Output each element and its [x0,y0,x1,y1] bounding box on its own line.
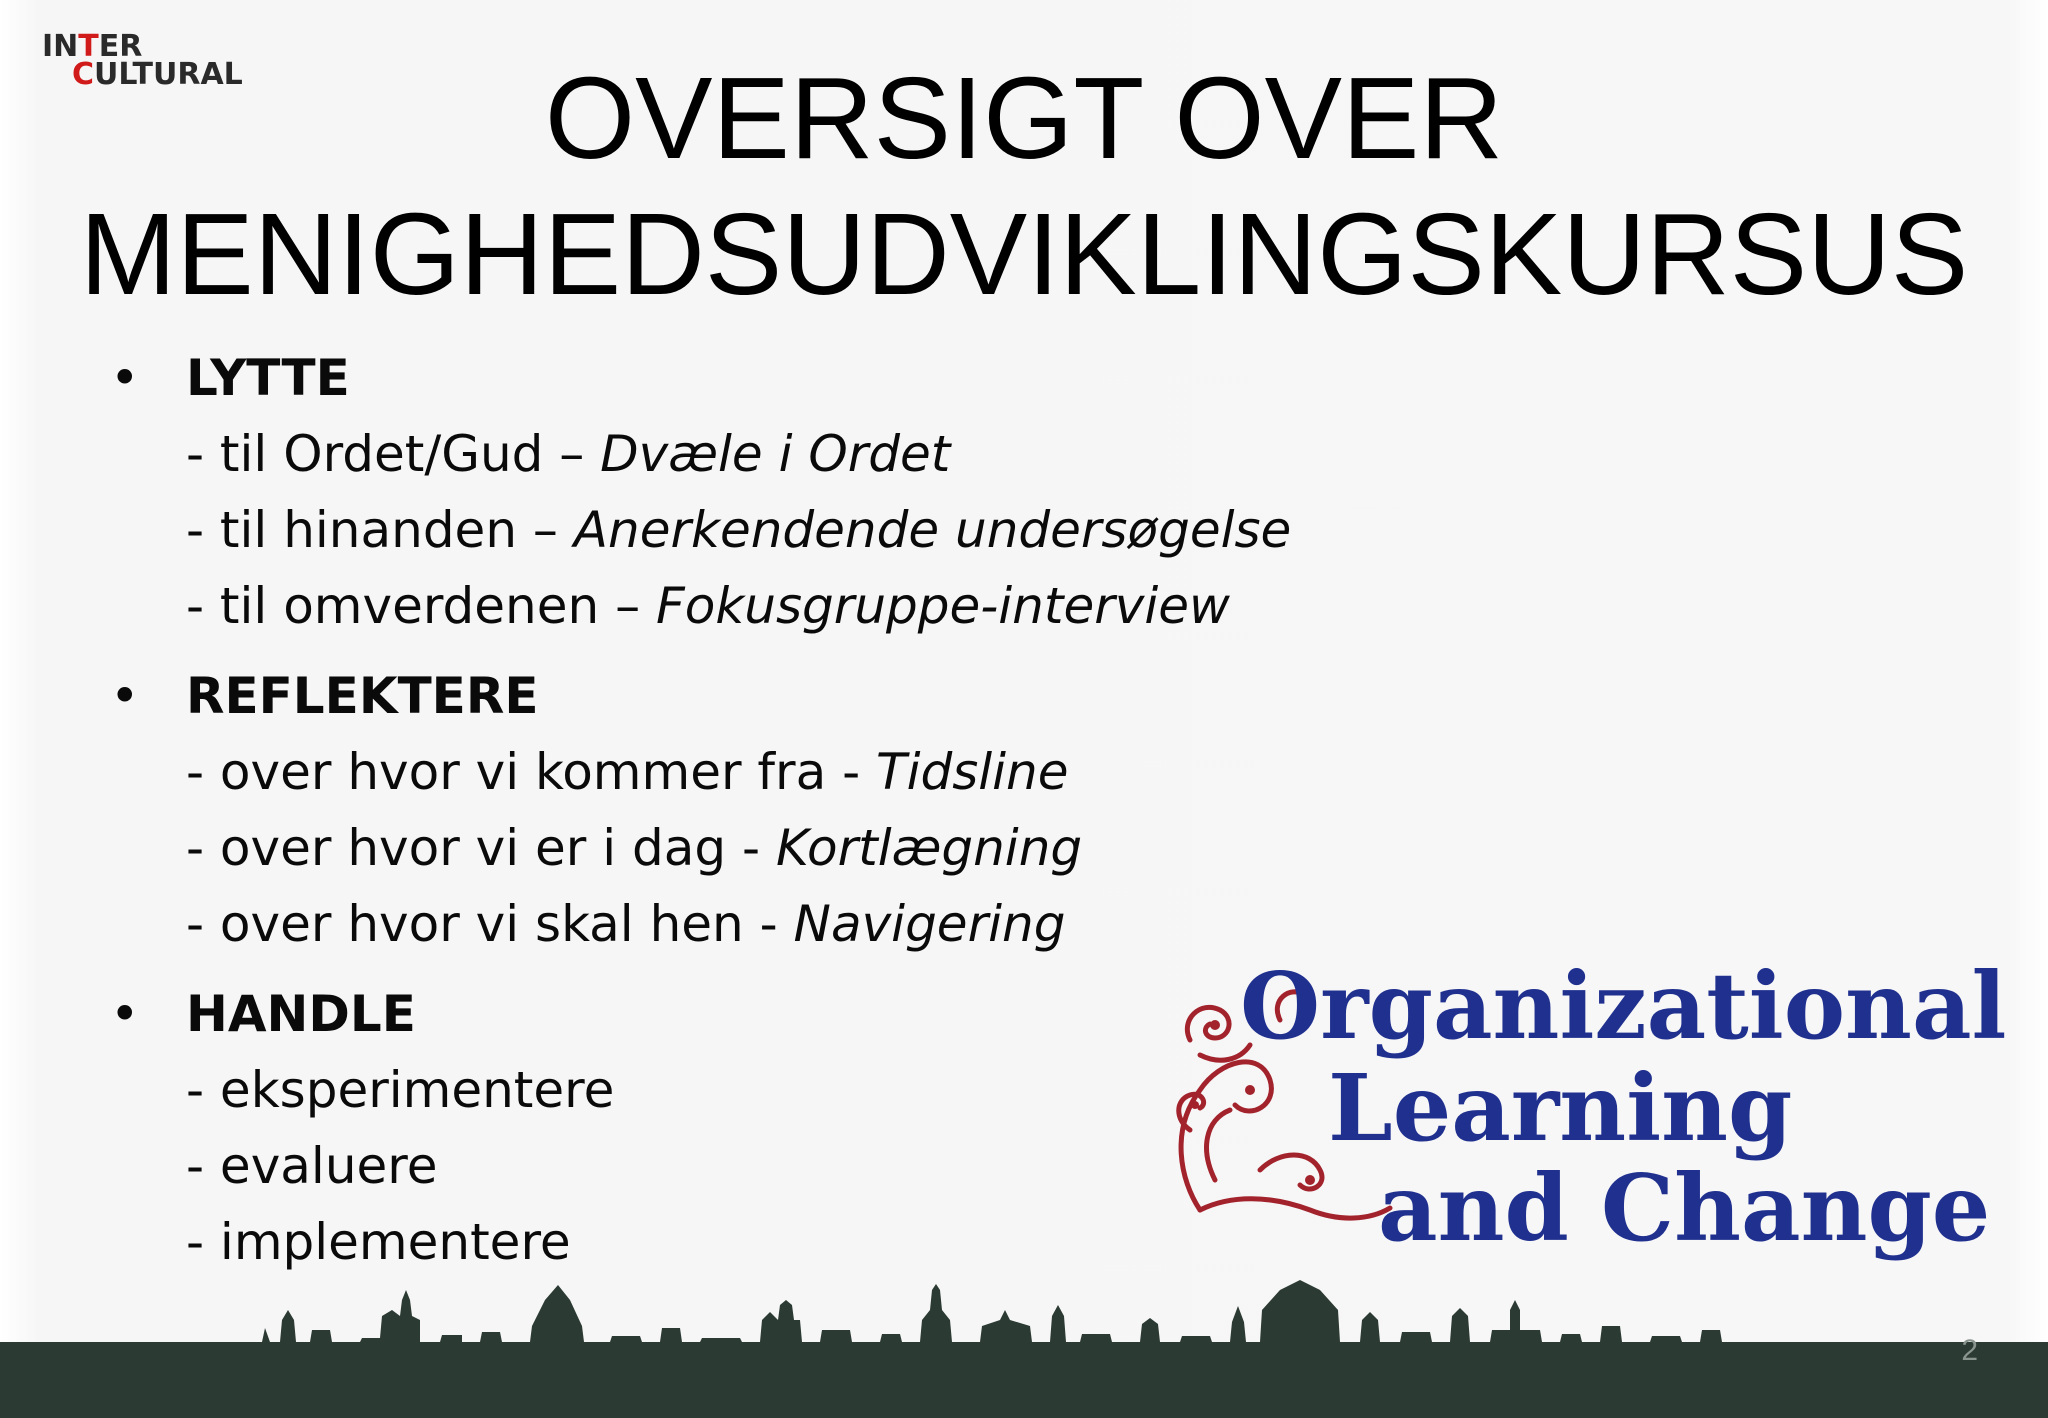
footer-band [0,1342,2048,1418]
item-method: Anerkendende undersøgelse [573,501,1292,559]
heading-text: HANDLE [186,985,416,1043]
item-text: - til hinanden – [186,501,574,559]
heading-text: REFLEKTERE [186,667,539,725]
list-item [110,568,1410,644]
item-method: Fokusgruppe-interview [655,577,1230,635]
list-item [110,886,1410,962]
item-text: - til Ordet/Gud – [186,425,601,483]
item-text: - over hvor vi skal hen - [186,895,794,953]
section-heading [110,340,1410,416]
olc-line-3: and Change [1378,1154,1991,1262]
title-line-2: MENIGHEDSUDVIKLINGSKURSUS [79,189,1969,319]
organizational-learning-logo [1160,952,2007,1280]
item-method: Dvæle i Ordet [600,425,951,483]
item-text: - til omverdenen – [186,577,656,635]
item-method: Tidsline [876,743,1069,801]
logo-text-c: C [72,57,95,92]
item-method: Kortlægning [775,819,1083,877]
section-heading [110,658,1410,734]
item-text: - eksperimentere [186,1061,615,1119]
bullet-icon: • [110,667,140,725]
item-method: Navigering [793,895,1066,953]
logo-text-in: IN [42,29,79,64]
list-item [110,734,1410,810]
item-text: - over hvor vi kommer fra - [186,743,877,801]
list-item [110,416,1410,492]
bullet-icon: • [110,985,140,1043]
logo-text-er: ER [98,29,143,64]
item-text: - over hvor vi er i dag - [186,819,776,877]
page-number: 2 [1961,1334,1978,1367]
list-item [110,810,1410,886]
olc-line-1: Organizational [1240,952,2007,1060]
logo-cross-t: T [78,29,99,64]
list-item [110,492,1410,568]
title-line-1: OVERSIGT OVER [544,53,1504,183]
heading-text: LYTTE [186,349,350,407]
section-lytte [110,340,1410,644]
olc-line-2: Learning [1328,1054,1793,1162]
item-text: - implementere [186,1213,571,1271]
bullet-icon: • [110,349,140,407]
section-reflektere [110,658,1410,962]
item-text: - evaluere [186,1137,438,1195]
logo-text-ultural: ULTURAL [94,57,243,92]
slide-title [0,50,2048,322]
